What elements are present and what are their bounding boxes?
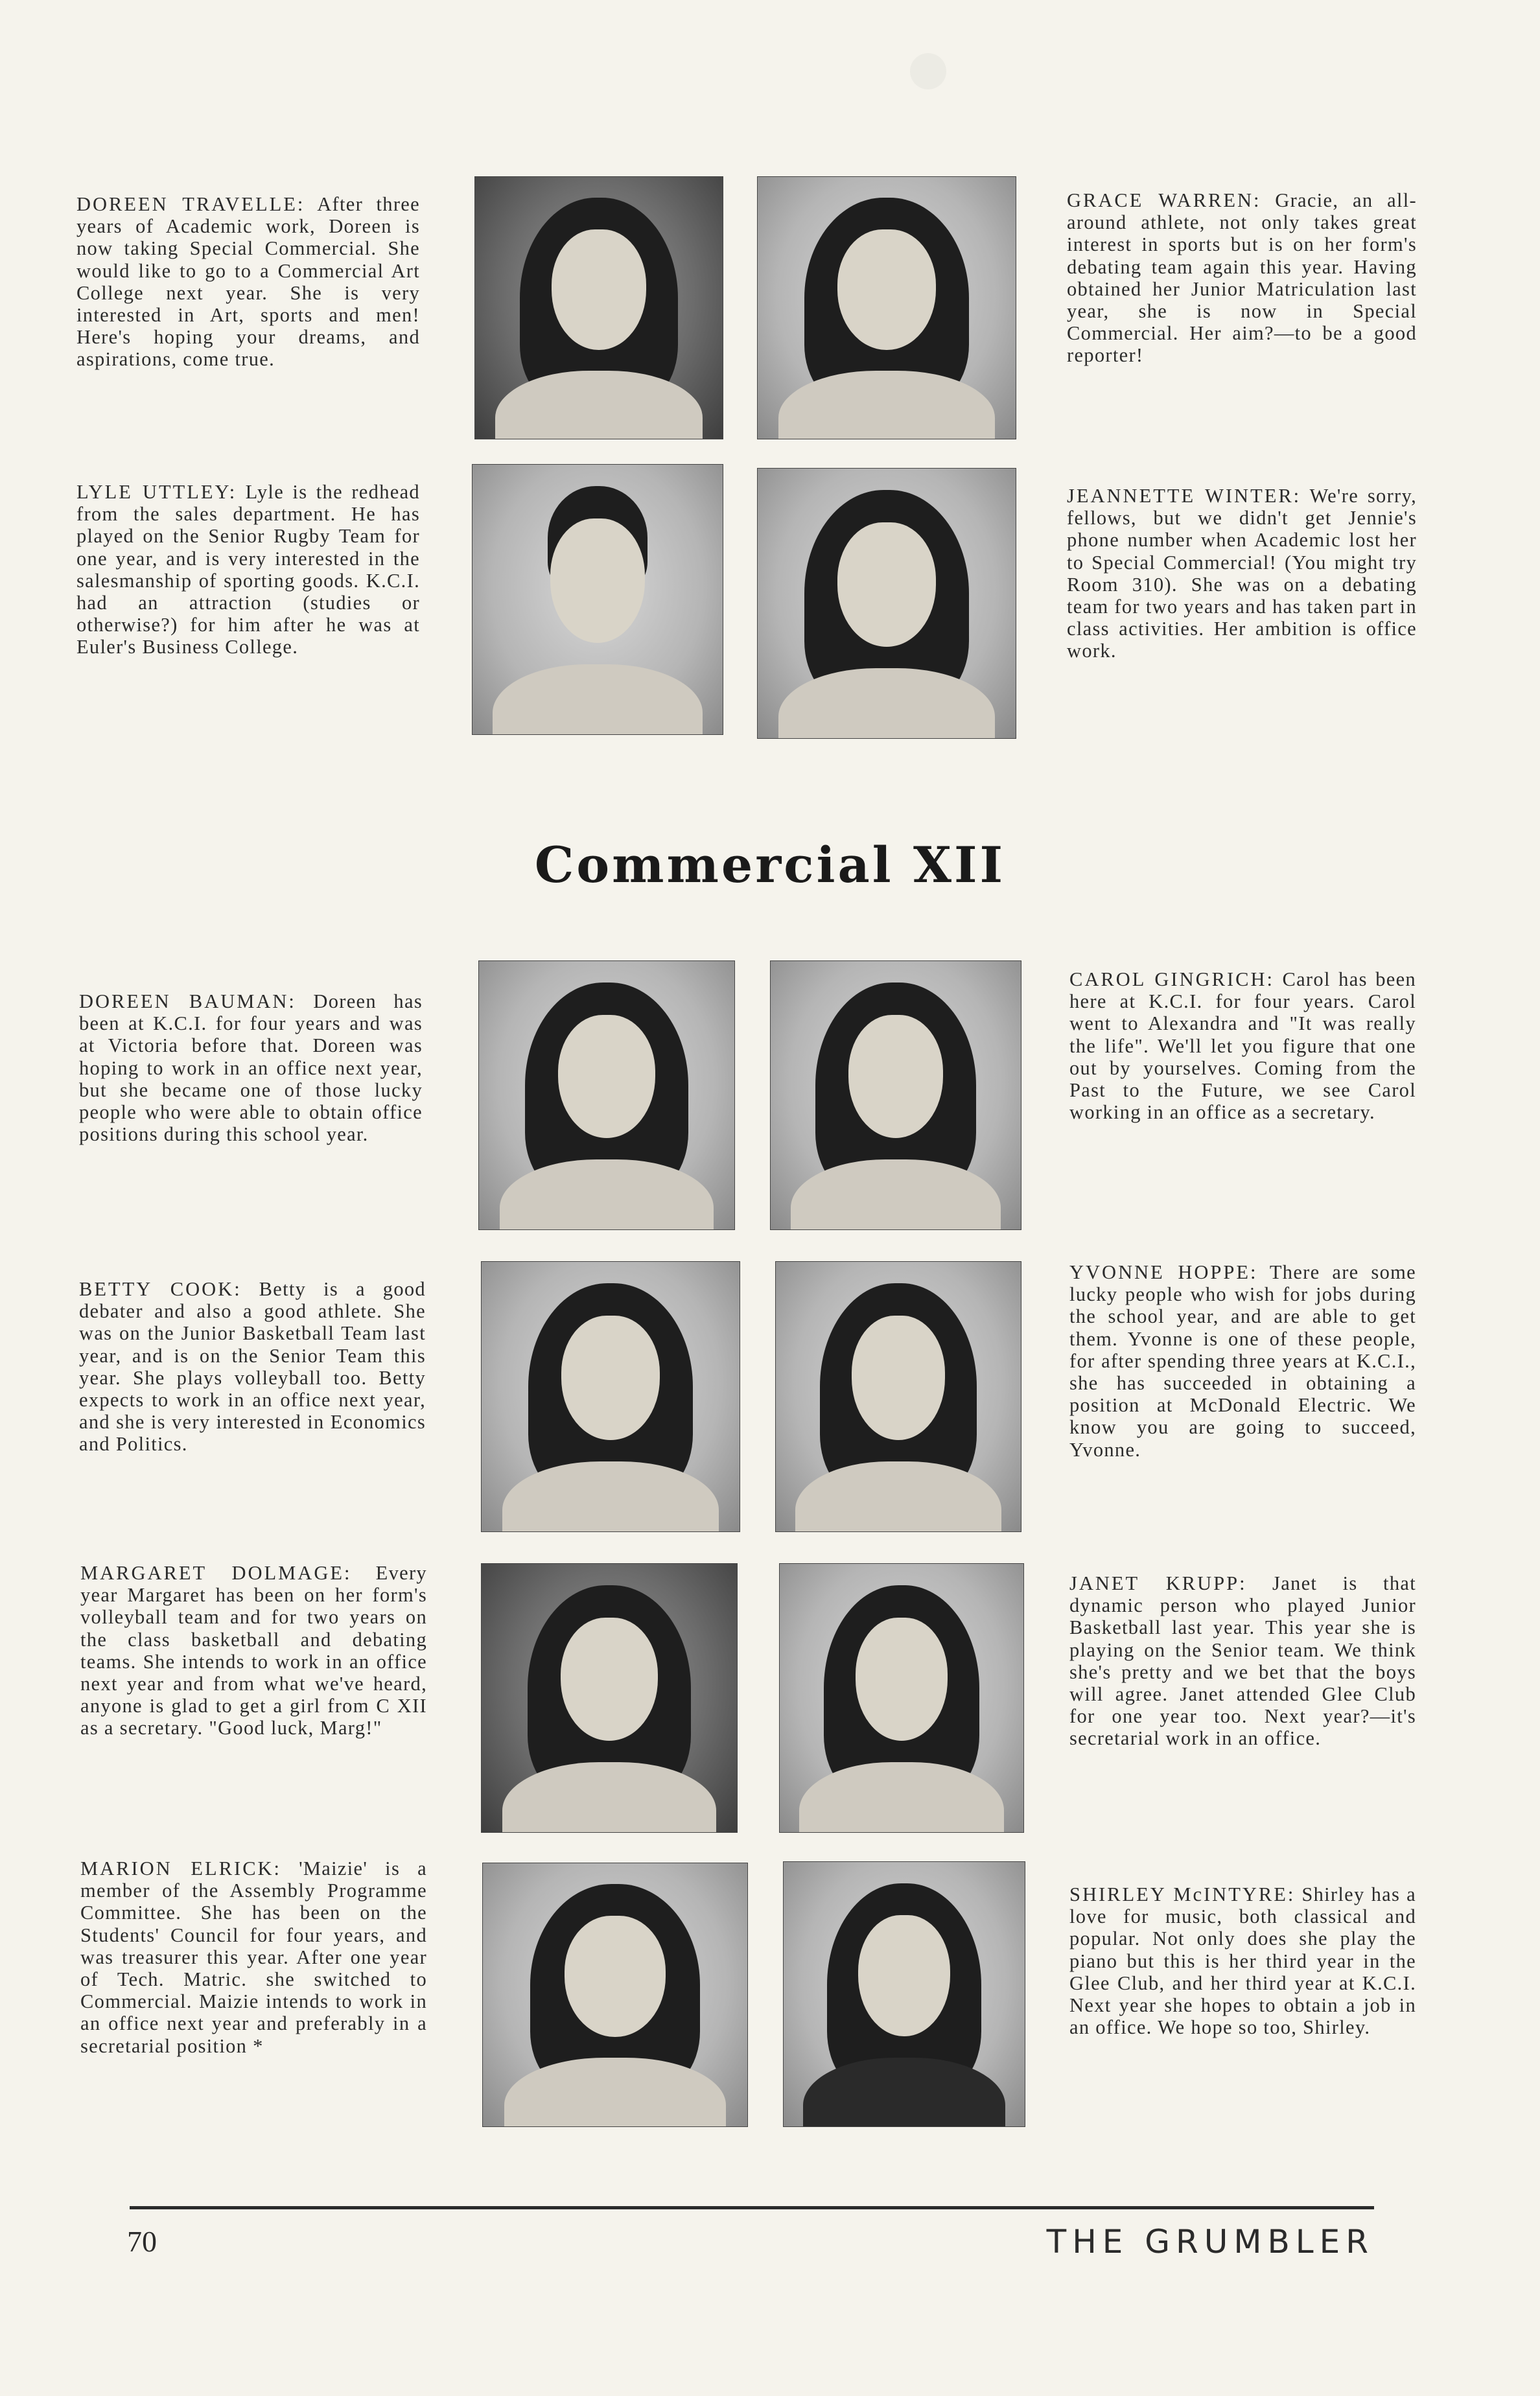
page-number: 70 <box>127 2225 157 2258</box>
photo-lyle-uttley <box>472 464 723 735</box>
bio-doreen-travelle: DOREEN TRAVELLE: After three years of Academic work, Doreen is now taking Special Commercial. She would like to go to a Commercial Art College next year. She is very interested in Art, sports and men! Here's hoping your dreams, and aspirations, come true. <box>76 193 420 371</box>
photo-grace-warren <box>757 176 1016 439</box>
photo-betty-cook <box>481 1261 740 1532</box>
photo-doreen-travelle <box>474 176 723 439</box>
photo-janet-krupp <box>779 1563 1024 1833</box>
bio-marion-elrick: MARION ELRICK: 'Maizie' is a member of the Assembly Programme Committee. She has been on the Students' Council for four years, and was treasurer this year. After one year of Tech. Matric. she switched to Commercial. Maizie intends to work in an office next year and preferably in a secretarial position * <box>80 1857 427 2057</box>
section-heading: Commercial XII <box>534 836 1006 894</box>
bio-jeannette-winter: JEANNETTE WINTER: We're sorry, fellows, but we didn't get Jennie's phone number when Academic lost her to Special Commercial! (You might try Room 310). She was on a debating team for two years and has taken part in class activities. Her ambition is office work. <box>1067 485 1417 662</box>
bio-betty-cook: BETTY COOK: Betty is a good debater and also a good athlete. She was on the Junior Basketball Team last year, and is on the Senior Team this year. She plays volleyball too. Betty expects to work in an office next year, and she is very interested in Economics and Politics. <box>79 1278 426 1456</box>
photo-shirley-mcintyre <box>783 1861 1025 2127</box>
bio-janet-krupp: JANET KRUPP: Janet is that dynamic person who played Junior Basketball last year. This year she is playing on the Senior team. We think she's pretty and we bet that the boys will agree. Janet attended Glee Club for one year too. Next year?—it's secretarial work in an office. <box>1069 1572 1416 1750</box>
photo-doreen-bauman <box>478 960 735 1230</box>
footer-rule <box>130 2206 1374 2209</box>
photo-yvonne-hoppe <box>775 1261 1021 1532</box>
photo-carol-gingrich <box>770 960 1021 1230</box>
photo-marion-elrick <box>482 1863 748 2127</box>
bio-grace-warren: GRACE WARREN: Gracie, an all-around athlete, not only takes great interest in sports but is on her form's debating team again this year. Having obtained her Junior Matriculation last year, she is now in Special Commercial. Her aim?—to be a good reporter! <box>1067 189 1417 367</box>
bio-lyle-uttley: LYLE UTTLEY: Lyle is the redhead from the sales department. He has played on the Senior Rugby Team for one year, and is very interested in the salesmanship of sporting goods. K.C.I. had an attraction (studies or otherwise?) for him after he was at Euler's Business College. <box>76 481 420 658</box>
bio-yvonne-hoppe: YVONNE HOPPE: There are some lucky people who wish for jobs during the school year, and are able to get them. Yvonne is one of these people, for after spending three years at K.C.I., she has succeeded in obtaining a position at McDonald Electric. We know you are going to succeed, Yvonne. <box>1069 1261 1417 1461</box>
corner-mark <box>910 53 946 89</box>
bio-carol-gingrich: CAROL GINGRICH: Carol has been here at K.C.I. for four years. Carol went to Alexandra and "It was really the life". We'll let you figure that one out by yourselves. Coming from the Past to the Future, we see Carol working in an office as a secretary. <box>1069 968 1416 1124</box>
bio-shirley-mcintyre: SHIRLEY McINTYRE: Shirley has a love for music, both classical and popular. Not only does she play the piano but this is her third year in the Glee Club, and her third year at K.C.I. Next year she hopes to obtain a job in an office. We hope so too, Shirley. <box>1069 1883 1416 2039</box>
photo-margaret-dolmage <box>481 1563 738 1833</box>
photo-jeannette-winter <box>757 468 1016 739</box>
bio-margaret-dolmage: MARGARET DOLMAGE: Every year Margaret has been on her form's volleyball team and for two years on the class basketball and debating teams. She intends to work in an office next year and from what we've heard, anyone is glad to get a girl from C XII as a secretary. "Good luck, Marg!" <box>80 1562 427 1739</box>
bio-doreen-bauman: DOREEN BAUMAN: Doreen has been at K.C.I. for four years and was at Victoria before that. Doreen was hoping to work in an office next year, but she became one of those lucky people who were able to obtain office positions during this school year. <box>79 990 423 1146</box>
publication-name: THE GRUMBLER <box>1046 2223 1374 2261</box>
